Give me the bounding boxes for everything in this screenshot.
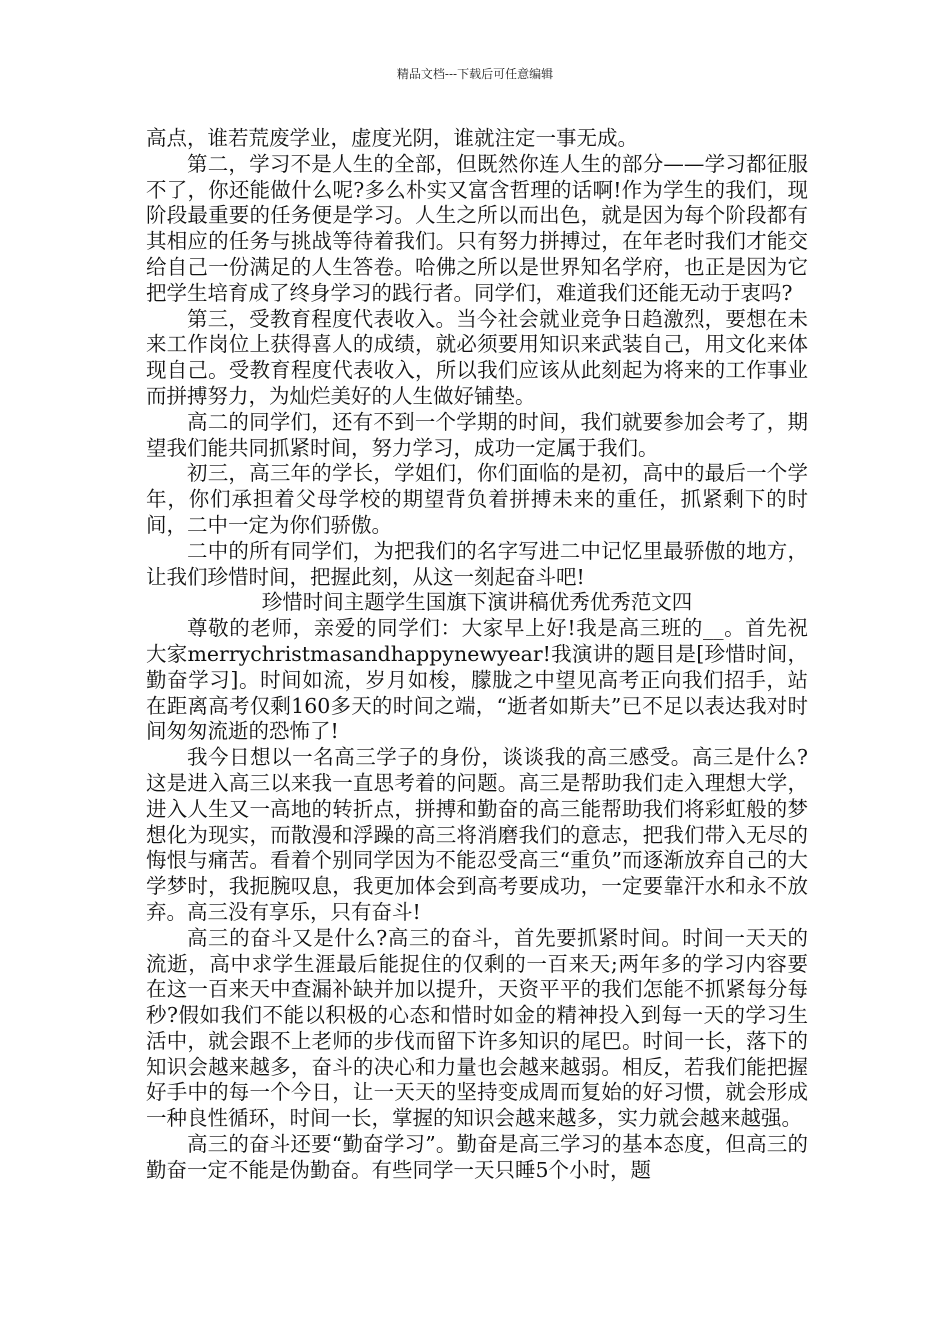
paragraph: 尊敬的老师，亲爱的同学们：大家早上好!我是高三班的__。首先祝大家merrychristmasandhappynewyear!我演讲的题目是[珍惜时间，勤奋学习]。时间如流，岁月如梭，朦胧之中望见高考正向我们招手，站在距离高考仅剩160多天的时间之端，“逝者如斯夫”已不足以表达我对时间匆匆流逝的恐怖了!	[146, 616, 808, 744]
paragraph: 第二，学习不是人生的全部，但既然你连人生的部分——学习都征服不了，你还能做什么呢?多么朴实又富含哲理的话啊!作为学生的我们，现阶段最重要的任务便是学习。人生之所以而出色，就是因为每个阶段都有其相应的任务与挑战等待着我们。只有努力拼搏过，在年老时我们才能交给自己一份满足的人生答卷。哈佛之所以是世界知名学府，也正是因为它把学生培育成了终身学习的践行者。同学们，难道我们还能无动于衷吗?	[146, 151, 808, 305]
paragraph: 高三的奋斗还要“勤奋学习”。勤奋是高三学习的基本态度，但高三的勤奋一定不能是伪勤奋。有些同学一天只睡5个小时，题	[146, 1132, 808, 1182]
paragraph: 第三，受教育程度代表收入。当今社会就业竞争日趋激烈，要想在未来工作岗位上获得喜人的成绩，就必须要用知识来武装自己，用文化来体现自己。受教育程度代表收入，所以我们应该从此刻起为将来的工作事业而拼搏努力，为灿烂美好的人生做好铺垫。	[146, 306, 808, 408]
page-header: 精品文档---下载后可任意编辑	[396, 67, 554, 81]
paragraph: 高点，谁若荒废学业，虚度光阴，谁就注定一事无成。	[146, 126, 638, 150]
paragraph: 我今日想以一名高三学子的身份，谈谈我的高三感受。高三是什么?这是进入高三以来我一直思考着的问题。高三是帮助我们走入理想大学，进入人生又一高地的转折点，拼搏和勤奋的高三能帮助我们将彩虹般的梦想化为现实，而散漫和浮躁的高三将消磨我们的意志，把我们带入无尽的悔恨与痛苦。看着个别同学因为不能忍受高三“重负”而逐渐放弃自己的大学梦时，我扼腕叹息，我更加体会到高考要成功，一定要靠汗水和永不放弃。高三没有享乐，只有奋斗!	[146, 745, 808, 924]
paragraph: 高二的同学们，还有不到一个学期的时间，我们就要参加会考了，期望我们能共同抓紧时间，努力学习，成功一定属于我们。	[146, 409, 808, 460]
paragraph: 二中的所有同学们，为把我们的名字写进二中记忆里最骄傲的地方，让我们珍惜时间，把握此刻，从这一刻起奋斗吧!	[146, 538, 808, 589]
paragraph: 高三的奋斗又是什么?高三的奋斗，首先要抓紧时间。时间一天天的流逝，高中求学生涯最后能捉住的仅剩的一百来天;两年多的学习内容要在这一百来天中查漏补缺并加以提升，天资平平的我们怎能不抓紧每分每秒?假如我们不能以积极的心态和惜时如金的精神投入到每一天的学习生活中，就会跟不上老师的步伐而留下许多知识的尾巴。时间一长，落下的知识会越来越多，奋斗的决心和力量也会越来越弱。相反，若我们能把握好手中的每一个今日，让一天天的坚持变成周而复始的好习惯，就会形成一种良性循环，时间一长，掌握的知识会越来越多，实力就会越来越强。	[146, 925, 808, 1131]
paragraph: 初三，高三年的学长，学姐们，你们面临的是初，高中的最后一个学年，你们承担着父母学校的期望背负着拼搏未来的重任，抓紧剩下的时间，二中一定为你们骄傲。	[146, 461, 808, 537]
document-body	[146, 126, 808, 1184]
section-title: 珍惜时间主题学生国旗下演讲稿优秀优秀范文四	[261, 590, 693, 615]
